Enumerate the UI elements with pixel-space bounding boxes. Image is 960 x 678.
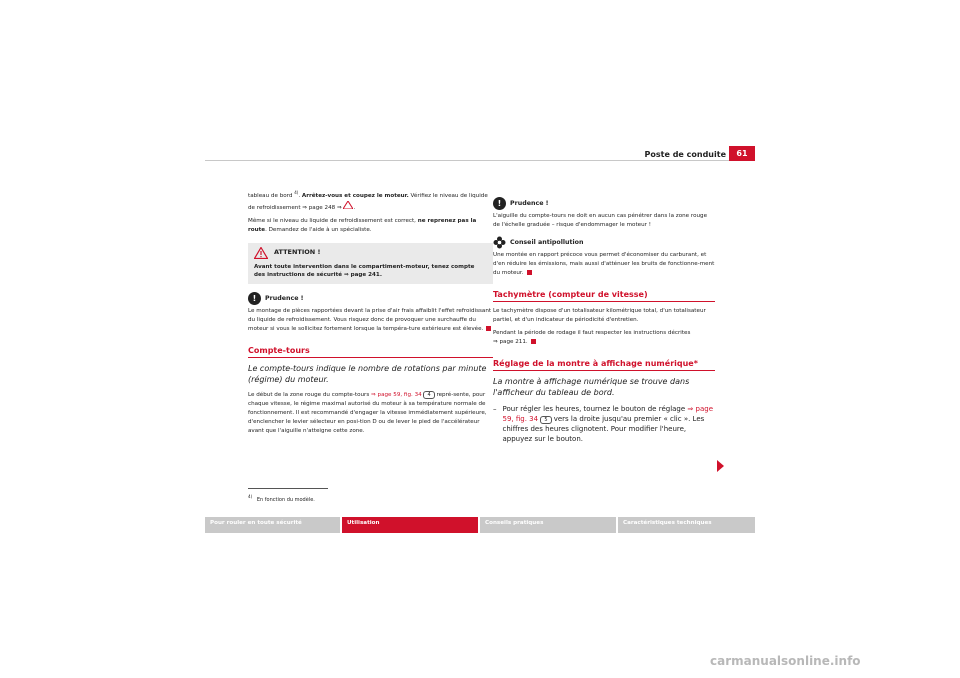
page-number: 61 <box>729 146 755 161</box>
caution-title: Prudence ! <box>510 200 549 207</box>
section-subtitle: Le compte-tours indique le nombre de rotations par minute (régime) du moteur. <box>248 363 487 384</box>
list-item: – Pour régler les heures, tournez le bouton de réglage ⇒ page 59, fig. 34 5 vers la droite jusqu'au premier « clic ». Les chiffres des heures clignotent. Pour modifier l'heure, appuyez sur le bouton. <box>493 405 713 443</box>
section-body: Le début de la zone rouge du compte-tours ⇒ page 59, fig. 34 4 repré-sente, pour chaque vitesse, le régime maximal autorisé du moteur à sa température normale de fonctionnement. Il est recommandé d'engager la vitesse immédiatement supérieure, d'enclencher le levier sélecteur en posi-tion D ou de lever le pied de l'accélérateur avant que l'aiguille n'atteigne cette zone. <box>248 391 487 434</box>
end-marker <box>531 339 536 344</box>
tab-safety[interactable]: Pour rouler en toute sécurité <box>205 517 340 533</box>
speedometer-text: Le tachymètre dispose d'un totalisateur kilométrique total, d'un totalisateur partiel, et d'un indicateur de périodicité d'entretien. <box>493 308 706 323</box>
bold-instruction: Arrêtez-vous et coupez le moteur. <box>301 192 409 199</box>
warning-icon <box>343 201 353 209</box>
section-title-speedometer: Tachymètre (compteur de vitesse) <box>493 290 715 302</box>
paragraph-coolant: tableau de bord $^{4)}$. Arrêtez-vous et coupez le moteur. Vérifiez le niveau de liquide de refroidissement ⇒ page 248 ⇒ . <box>248 190 488 211</box>
header-rule <box>205 160 755 161</box>
page-reference-link[interactable]: ⇒ page 59, fig. 34 <box>502 405 713 423</box>
tab-practical-tips[interactable]: Conseils pratiques <box>480 517 616 533</box>
warning-title: ATTENTION ! <box>274 248 321 257</box>
section-subtitle: La montre à affichage numérique se trouve dans l'afficheur du tableau de bord. <box>493 377 690 397</box>
speedometer-running-in: Pendant la période de rodage il faut respecter les instructions décrites ⇒ page 211. <box>493 330 691 345</box>
footnote-ref: 4) <box>294 190 299 195</box>
watermark: carmanualsonline.info <box>710 654 861 668</box>
page-header-title: Poste de conduite <box>644 150 726 159</box>
page-reference-link[interactable]: ⇒ page 59, fig. 34 <box>371 391 422 398</box>
figure-callout: 4 <box>423 391 434 399</box>
tab-technical-specs[interactable]: Caractéristiques techniques <box>618 517 755 533</box>
footnote-rule <box>248 488 328 489</box>
figure-callout: 5 <box>540 416 551 424</box>
eco-title: Conseil antipollution <box>510 239 584 246</box>
caution-icon: ! <box>493 197 506 210</box>
next-page-arrow-icon[interactable] <box>717 460 724 472</box>
caution-text: L'aiguille du compte-tours ne doit en aucun cas pénétrer dans la zone rouge de l'échelle graduée – risque d'endommager le moteur ! <box>493 213 708 228</box>
footnote: $^{4)}$ En fonction du modèle. <box>248 494 315 503</box>
paragraph-specialist: Même si le niveau du liquide de refroidissement est correct, ne reprenez pas la route. Demandez de l'aide à un spécialiste. <box>248 217 477 233</box>
section-title-tachometer: Compte-tours <box>248 346 493 358</box>
warning-text: Avant toute intervention dans le compartiment-moteur, tenez compte des instructions de sécurité ⇒ page 241. <box>254 263 475 278</box>
end-marker <box>486 326 491 331</box>
caution-icon: ! <box>248 292 261 305</box>
warning-triangle-icon <box>254 247 268 259</box>
warning-box <box>248 243 493 284</box>
list-bullet: – <box>493 405 497 413</box>
section-title-clock: Réglage de la montre à affichage numérique* <box>493 359 715 371</box>
eco-text: Une montée en rapport précoce vous permet d'économiser du carburant, et d'en réduire les émissions, mais aussi d'atténuer les bruits de fonctionne-ment du moteur. <box>493 252 715 276</box>
caution-text: Le montage de pièces rapportées devant la prise d'air frais affaiblit l'effet refroidissant du liquide de refroidissement. Vous risquez donc de provoquer une surchauffe du moteur si vous le sollicitez fortement lorsque la tempéra-ture extérieure est élevée. <box>248 307 492 332</box>
left-column <box>248 188 493 440</box>
tab-usage[interactable]: Utilisation <box>342 517 478 533</box>
caution-title: Prudence ! <box>265 294 304 302</box>
end-marker <box>527 270 532 275</box>
eco-flower-icon <box>493 236 506 249</box>
right-column <box>493 197 715 444</box>
